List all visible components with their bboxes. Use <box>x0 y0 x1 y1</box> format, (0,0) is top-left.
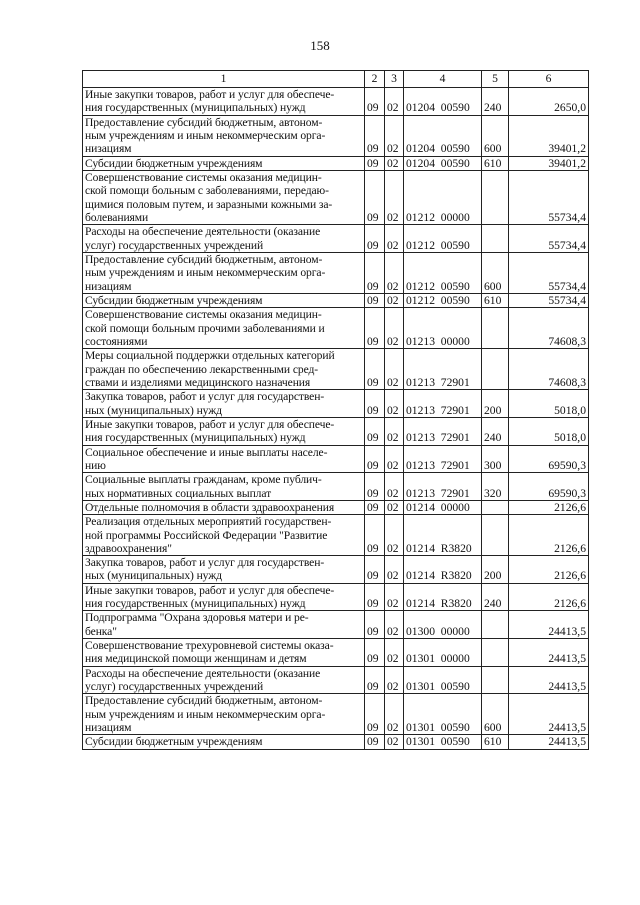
row-subsection: 02 <box>385 170 404 224</box>
row-subsection: 02 <box>385 445 404 473</box>
table-row <box>83 390 589 418</box>
row-target-article: 01301 00590 <box>404 694 482 735</box>
row-target-article: 01301 00000 <box>404 639 482 667</box>
row-amount: 74608,3 <box>509 349 589 390</box>
row-name: Социальные выплаты гражданам, кроме публич- ных нормативных социальных выплат <box>83 473 365 501</box>
row-target-article: 01212 00590 <box>404 293 482 307</box>
row-subsection: 02 <box>385 156 404 170</box>
row-section: 09 <box>365 639 385 667</box>
row-section: 09 <box>365 583 385 611</box>
row-amount: 74608,3 <box>509 308 589 349</box>
row-section: 09 <box>365 500 385 514</box>
table-row <box>83 473 589 501</box>
table-row <box>83 556 589 584</box>
row-subsection: 02 <box>385 611 404 639</box>
row-subsection: 02 <box>385 349 404 390</box>
row-expense-type: 610 <box>482 293 509 307</box>
table-row <box>83 735 589 749</box>
row-name: Субсидии бюджетным учреждениям <box>83 156 365 170</box>
row-expense-type: 240 <box>482 417 509 445</box>
row-name: Предоставление субсидий бюджетным, автоном- ным учреждениям и иным некоммерческим орга- низациям <box>83 115 365 156</box>
row-expense-type <box>482 611 509 639</box>
row-expense-type: 610 <box>482 156 509 170</box>
row-expense-type <box>482 225 509 253</box>
row-amount: 2126,6 <box>509 556 589 584</box>
row-section: 09 <box>365 390 385 418</box>
row-expense-type: 610 <box>482 735 509 749</box>
row-name: Совершенствование системы оказания медицин- ской помощи больным с заболеваниями, передаю- щимися половым путем, и заразными кожными за- болеваниями <box>83 170 365 224</box>
table-row <box>83 515 589 556</box>
row-subsection: 02 <box>385 417 404 445</box>
table-row <box>83 445 589 473</box>
row-amount: 5018,0 <box>509 417 589 445</box>
row-target-article: 01213 72901 <box>404 349 482 390</box>
row-subsection: 02 <box>385 252 404 293</box>
row-target-article: 01204 00590 <box>404 115 482 156</box>
table-row <box>83 666 589 694</box>
table-row <box>83 417 589 445</box>
table-row <box>83 225 589 253</box>
table-row <box>83 115 589 156</box>
row-section: 09 <box>365 115 385 156</box>
row-subsection: 02 <box>385 293 404 307</box>
row-name: Социальное обеспечение и иные выплаты населе- нию <box>83 445 365 473</box>
row-target-article: 01301 00590 <box>404 735 482 749</box>
table-row <box>83 88 589 116</box>
row-expense-type: 200 <box>482 556 509 584</box>
row-subsection: 02 <box>385 390 404 418</box>
row-expense-type <box>482 170 509 224</box>
row-amount: 55734,4 <box>509 293 589 307</box>
row-amount: 24413,5 <box>509 639 589 667</box>
row-target-article: 01213 72901 <box>404 473 482 501</box>
table-row <box>83 611 589 639</box>
row-name: Предоставление субсидий бюджетным, автоном- ным учреждениям и иным некоммерческим орга- низациям <box>83 252 365 293</box>
row-expense-type: 240 <box>482 88 509 116</box>
header-cell-4: 4 <box>404 71 482 88</box>
row-section: 09 <box>365 225 385 253</box>
row-subsection: 02 <box>385 115 404 156</box>
row-amount: 55734,4 <box>509 252 589 293</box>
row-section: 09 <box>365 170 385 224</box>
row-target-article: 01214 00000 <box>404 500 482 514</box>
row-section: 09 <box>365 473 385 501</box>
row-expense-type: 240 <box>482 583 509 611</box>
row-amount: 39401,2 <box>509 156 589 170</box>
header-cell-1: 1 <box>83 71 365 88</box>
row-name: Подпрограмма "Охрана здоровья матери и ре- бенка" <box>83 611 365 639</box>
page-number: 158 <box>310 38 330 53</box>
row-subsection: 02 <box>385 639 404 667</box>
row-subsection: 02 <box>385 88 404 116</box>
row-name: Расходы на обеспечение деятельности (оказание услуг) государственных учреждений <box>83 666 365 694</box>
row-amount: 24413,5 <box>509 694 589 735</box>
row-section: 09 <box>365 88 385 116</box>
row-name: Предоставление субсидий бюджетным, автоном- ным учреждениям и иным некоммерческим орга- низациям <box>83 694 365 735</box>
row-target-article: 01212 00590 <box>404 252 482 293</box>
row-amount: 24413,5 <box>509 735 589 749</box>
row-amount: 2126,6 <box>509 515 589 556</box>
row-section: 09 <box>365 349 385 390</box>
row-expense-type <box>482 308 509 349</box>
row-name: Закупка товаров, работ и услуг для государствен- ных (муниципальных) нужд <box>83 556 365 584</box>
row-expense-type <box>482 515 509 556</box>
row-name: Реализация отдельных мероприятий государствен- ной программы Российской Федерации "Развитие здравоохранения" <box>83 515 365 556</box>
row-expense-type: 300 <box>482 445 509 473</box>
row-amount: 69590,3 <box>509 445 589 473</box>
row-amount: 24413,5 <box>509 611 589 639</box>
header-cell-5: 5 <box>482 71 509 88</box>
table-row <box>83 170 589 224</box>
row-section: 09 <box>365 308 385 349</box>
row-target-article: 01212 00590 <box>404 225 482 253</box>
row-subsection: 02 <box>385 735 404 749</box>
row-section: 09 <box>365 694 385 735</box>
row-expense-type <box>482 349 509 390</box>
row-section: 09 <box>365 252 385 293</box>
row-target-article: 01212 00000 <box>404 170 482 224</box>
row-expense-type <box>482 639 509 667</box>
row-target-article: 01204 00590 <box>404 88 482 116</box>
row-target-article: 01204 00590 <box>404 156 482 170</box>
row-expense-type: 320 <box>482 473 509 501</box>
row-target-article: 01213 00000 <box>404 308 482 349</box>
row-target-article: 01214 R3820 <box>404 583 482 611</box>
row-amount: 5018,0 <box>509 390 589 418</box>
row-subsection: 02 <box>385 666 404 694</box>
row-subsection: 02 <box>385 556 404 584</box>
row-target-article: 01301 00590 <box>404 666 482 694</box>
table-row <box>83 252 589 293</box>
table-row <box>83 583 589 611</box>
budget-table <box>82 70 589 750</box>
table-row <box>83 694 589 735</box>
row-amount: 55734,4 <box>509 170 589 224</box>
row-target-article: 01300 00000 <box>404 611 482 639</box>
row-expense-type <box>482 666 509 694</box>
row-target-article: 01214 R3820 <box>404 515 482 556</box>
row-target-article: 01213 72901 <box>404 417 482 445</box>
row-section: 09 <box>365 445 385 473</box>
row-expense-type: 600 <box>482 252 509 293</box>
row-amount: 2126,6 <box>509 583 589 611</box>
row-section: 09 <box>365 556 385 584</box>
row-subsection: 02 <box>385 500 404 514</box>
row-section: 09 <box>365 293 385 307</box>
row-name: Совершенствование трехуровневой системы оказа- ния медицинской помощи женщинам и детям <box>83 639 365 667</box>
table-row <box>83 500 589 514</box>
row-name: Меры социальной поддержки отдельных категорий граждан по обеспечению лекарственными сред- ствами и изделиями медицинского назначения <box>83 349 365 390</box>
row-amount: 2650,0 <box>509 88 589 116</box>
row-amount: 39401,2 <box>509 115 589 156</box>
row-subsection: 02 <box>385 694 404 735</box>
row-subsection: 02 <box>385 225 404 253</box>
header-cell-3: 3 <box>385 71 404 88</box>
row-amount: 24413,5 <box>509 666 589 694</box>
row-name: Субсидии бюджетным учреждениям <box>83 293 365 307</box>
row-section: 09 <box>365 156 385 170</box>
row-expense-type <box>482 500 509 514</box>
row-section: 09 <box>365 515 385 556</box>
row-target-article: 01214 R3820 <box>404 556 482 584</box>
row-name: Совершенствование системы оказания медицин- ской помощи больным прочими заболеваниями и состояниями <box>83 308 365 349</box>
header-cell-2: 2 <box>365 71 385 88</box>
row-amount: 55734,4 <box>509 225 589 253</box>
table-row <box>83 293 589 307</box>
header-cell-6: 6 <box>509 71 589 88</box>
row-name: Иные закупки товаров, работ и услуг для обеспече- ния государственных (муниципальных) нужд <box>83 583 365 611</box>
row-target-article: 01213 72901 <box>404 445 482 473</box>
row-expense-type: 200 <box>482 390 509 418</box>
row-subsection: 02 <box>385 515 404 556</box>
row-section: 09 <box>365 666 385 694</box>
table-row <box>83 308 589 349</box>
row-amount: 69590,3 <box>509 473 589 501</box>
row-target-article: 01213 72901 <box>404 390 482 418</box>
row-section: 09 <box>365 417 385 445</box>
row-name: Закупка товаров, работ и услуг для государствен- ных (муниципальных) нужд <box>83 390 365 418</box>
row-name: Отдельные полномочия в области здравоохранения <box>83 500 365 514</box>
row-subsection: 02 <box>385 583 404 611</box>
row-expense-type: 600 <box>482 694 509 735</box>
row-section: 09 <box>365 735 385 749</box>
row-name: Субсидии бюджетным учреждениям <box>83 735 365 749</box>
table-row <box>83 349 589 390</box>
table-row <box>83 639 589 667</box>
row-subsection: 02 <box>385 308 404 349</box>
row-name: Расходы на обеспечение деятельности (оказание услуг) государственных учреждений <box>83 225 365 253</box>
table-row <box>83 156 589 170</box>
row-amount: 2126,6 <box>509 500 589 514</box>
row-section: 09 <box>365 611 385 639</box>
row-subsection: 02 <box>385 473 404 501</box>
row-name: Иные закупки товаров, работ и услуг для обеспече- ния государственных (муниципальных) нужд <box>83 88 365 116</box>
row-expense-type: 600 <box>482 115 509 156</box>
row-name: Иные закупки товаров, работ и услуг для обеспече- ния государственных (муниципальных) нужд <box>83 417 365 445</box>
header-row <box>83 71 589 88</box>
